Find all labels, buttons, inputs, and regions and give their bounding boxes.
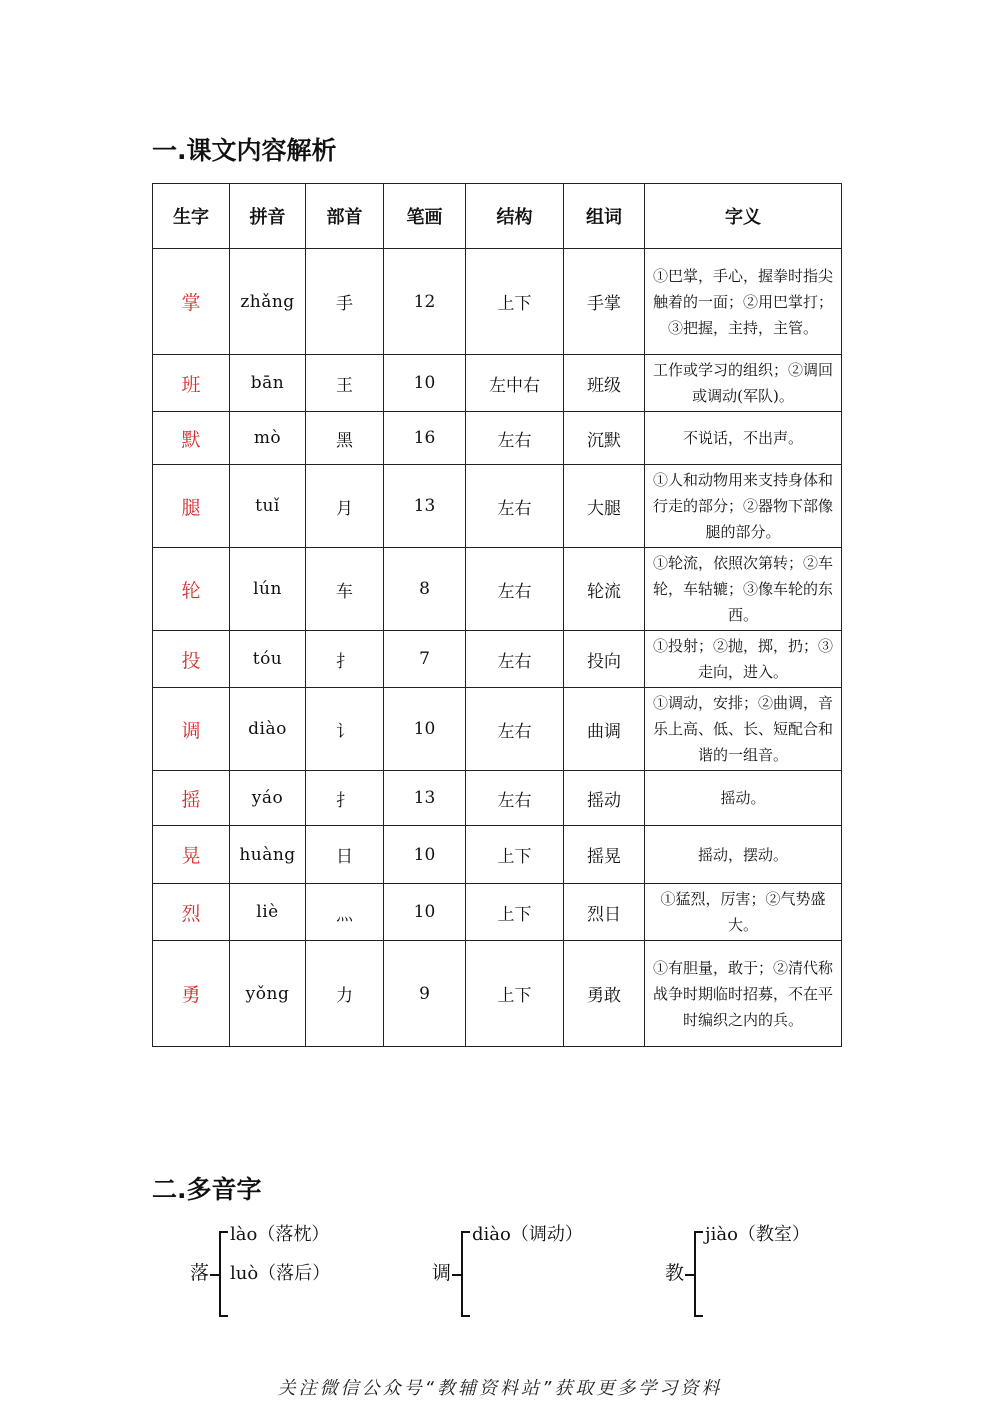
table-row: [153, 771, 842, 826]
cell-radical: 灬: [306, 884, 384, 941]
cell-radical: 讠: [306, 688, 384, 771]
cell-word: 轮流: [564, 548, 645, 631]
cell-radical: 扌: [306, 771, 384, 826]
table-row: [153, 688, 842, 771]
polyphone-reading: jiào（教室）: [705, 1224, 810, 1245]
cell-pinyin: tuǐ: [230, 465, 306, 548]
cell-structure: 左右: [466, 465, 564, 548]
table-header-row: [153, 184, 842, 249]
cell-pinyin: huàng: [230, 826, 306, 884]
cell-word: 大腿: [564, 465, 645, 548]
cell-radical: 手: [306, 249, 384, 355]
cell-word: 投向: [564, 631, 645, 688]
cell-pinyin: lún: [230, 548, 306, 631]
cell-structure: 上下: [466, 826, 564, 884]
header-word: 组词: [564, 184, 645, 249]
cell-meaning: 摇动。: [645, 771, 842, 826]
header-structure: 结构: [466, 184, 564, 249]
cell-char: 勇: [153, 941, 230, 1047]
header-pinyin: 拼音: [230, 184, 306, 249]
cell-radical: 车: [306, 548, 384, 631]
cell-strokes: 10: [384, 355, 466, 412]
table-row: [153, 826, 842, 884]
polyphone-reading: diào（调动）: [472, 1224, 583, 1245]
cell-strokes: 16: [384, 412, 466, 465]
cell-char: 烈: [153, 884, 230, 941]
cell-meaning: ①调动，安排；②曲调，音乐上高、低、长、短配合和谐的一组音。: [645, 688, 842, 771]
cell-char: 腿: [153, 465, 230, 548]
header-strokes: 笔画: [384, 184, 466, 249]
polyphone-char: 落: [190, 1262, 210, 1284]
cell-pinyin: liè: [230, 884, 306, 941]
cell-structure: 上下: [466, 941, 564, 1047]
cell-char: 默: [153, 412, 230, 465]
cell-char: 投: [153, 631, 230, 688]
cell-strokes: 13: [384, 465, 466, 548]
cell-radical: 力: [306, 941, 384, 1047]
polyphone-reading: lào（落枕）: [230, 1224, 330, 1245]
cell-strokes: 12: [384, 249, 466, 355]
section-title-polyphones: 二.多音字: [152, 1175, 262, 1204]
header-radical: 部首: [306, 184, 384, 249]
table-row: [153, 249, 842, 355]
cell-strokes: 10: [384, 688, 466, 771]
cell-meaning: ①投射；②抛，掷，扔；③走向，进入。: [645, 631, 842, 688]
polyphone-char: 调: [432, 1262, 452, 1284]
cell-radical: 黑: [306, 412, 384, 465]
polyphone-reading: luò（落后）: [230, 1263, 331, 1284]
cell-strokes: 9: [384, 941, 466, 1047]
cell-structure: 左右: [466, 631, 564, 688]
cell-char: 摇: [153, 771, 230, 826]
cell-radical: 日: [306, 826, 384, 884]
cell-word: 班级: [564, 355, 645, 412]
cell-word: 曲调: [564, 688, 645, 771]
cell-structure: 左右: [466, 548, 564, 631]
cell-meaning: ①有胆量，敢于；②清代称战争时期临时招募，不在平时编织之内的兵。: [645, 941, 842, 1047]
cell-char: 掌: [153, 249, 230, 355]
bracket-icon: [452, 1215, 472, 1319]
cell-char: 调: [153, 688, 230, 771]
cell-word: 摇动: [564, 771, 645, 826]
cell-word: 手掌: [564, 249, 645, 355]
cell-meaning: ①巴掌，手心，握拳时指尖触着的一面；②用巴掌打；③把握，主持，主管。: [645, 249, 842, 355]
bracket-icon: [210, 1215, 230, 1319]
cell-structure: 左右: [466, 412, 564, 465]
header-meaning: 字义: [645, 184, 842, 249]
table-row: [153, 355, 842, 412]
cell-structure: 上下: [466, 884, 564, 941]
cell-word: 摇晃: [564, 826, 645, 884]
cell-meaning: 摇动，摆动。: [645, 826, 842, 884]
footer-note: 关注微信公众号“教辅资料站”获取更多学习资料: [277, 1378, 723, 1399]
cell-char: 轮: [153, 548, 230, 631]
cell-radical: 月: [306, 465, 384, 548]
table-row: [153, 941, 842, 1047]
table-row: [153, 548, 842, 631]
table-row: [153, 884, 842, 941]
cell-pinyin: yáo: [230, 771, 306, 826]
cell-meaning: ①猛烈，厉害；②气势盛大。: [645, 884, 842, 941]
cell-pinyin: diào: [230, 688, 306, 771]
cell-structure: 左右: [466, 771, 564, 826]
cell-pinyin: mò: [230, 412, 306, 465]
cell-word: 烈日: [564, 884, 645, 941]
polyphone-group: [665, 1215, 905, 1325]
header-char: 生字: [153, 184, 230, 249]
character-table: [152, 183, 842, 1047]
cell-strokes: 7: [384, 631, 466, 688]
bracket-icon: [685, 1215, 705, 1319]
table-row: [153, 412, 842, 465]
cell-meaning: ①轮流，依照次第转；②车轮，车轱辘；③像车轮的东西。: [645, 548, 842, 631]
section-title-analysis: 一.课文内容解析: [152, 136, 337, 165]
table-row: [153, 465, 842, 548]
cell-char: 晃: [153, 826, 230, 884]
polyphone-group: [190, 1215, 430, 1325]
cell-strokes: 10: [384, 884, 466, 941]
cell-pinyin: bān: [230, 355, 306, 412]
cell-word: 沉默: [564, 412, 645, 465]
cell-meaning: ①人和动物用来支持身体和行走的部分；②器物下部像腿的部分。: [645, 465, 842, 548]
cell-word: 勇敢: [564, 941, 645, 1047]
cell-structure: 左中右: [466, 355, 564, 412]
cell-radical: 王: [306, 355, 384, 412]
cell-structure: 上下: [466, 249, 564, 355]
cell-meaning: 不说话，不出声。: [645, 412, 842, 465]
cell-pinyin: tóu: [230, 631, 306, 688]
cell-radical: 扌: [306, 631, 384, 688]
cell-meaning: 工作或学习的组织；②调回或调动(军队)。: [645, 355, 842, 412]
cell-pinyin: yǒng: [230, 941, 306, 1047]
cell-strokes: 13: [384, 771, 466, 826]
table-row: [153, 631, 842, 688]
cell-pinyin: zhǎng: [230, 249, 306, 355]
cell-strokes: 8: [384, 548, 466, 631]
polyphone-char: 教: [665, 1262, 685, 1284]
polyphone-group: [432, 1215, 672, 1325]
cell-structure: 左右: [466, 688, 564, 771]
cell-char: 班: [153, 355, 230, 412]
cell-strokes: 10: [384, 826, 466, 884]
